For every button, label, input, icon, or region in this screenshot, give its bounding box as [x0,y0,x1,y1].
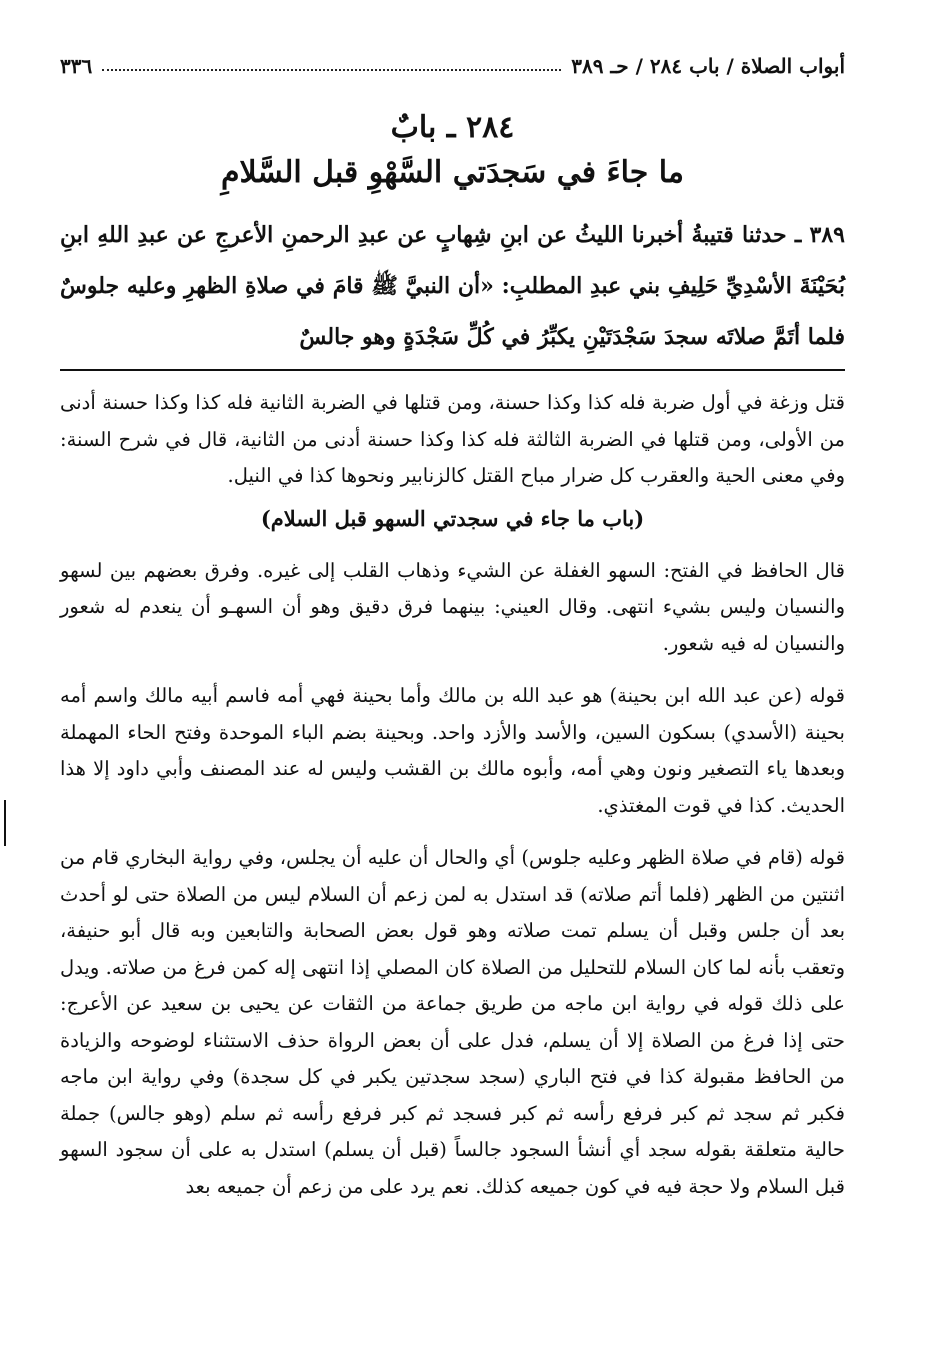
running-head [60,40,845,78]
commentary-paragraph: قوله (قام في صلاة الظهر وعليه جلوس) أي والحال أن عليه أن يجلس، وفي رواية البخاري قام من اثنتين من الظهر (فلما أتم صلاته) قد استدل به لمن زعم أن السلام ليس من الصلاة حتى لو أحدث بعد أن جلس وقبل أن يسلم تمت صلاته وهو قول بعض الصحابة والتابعين وبه قال أبو حنيفة، وتعقب بأنه لما كان السلام للتحليل من الصلاة كان المصلي إذا انتهى إله كمن فرغ من صلاته. ويدل على ذلك قوله في رواية ابن ماجه من طريق جماعة من الثقات عن يحيى بن سعيد عن الأعرج: حتى إذا فرغ من الصلاة إلا أن يسلم، فدل على أن بعض الرواة حذف الاستثناء لوضوحه والزيادة من الحافظ مقبولة كذا في فتح الباري (سجد سجدتين يكبر في كل سجدة) وفي رواية ابن ماجه فكبر ثم سجد ثم كبر فرفع رأسه ثم كبر فسجد ثم كبر فرفع رأسه ثم سلم (وهو جالس) جملة حالية متعلقة بقوله سجد أي أنشأ السجود جالساً (قبل أن يسلم) استدل به على أن سجود السهو قبل السلام ولا حجة فيه في كون جميعه كذلك. نعم يرد على من زعم أن جميعه بعد [60,846,845,1198]
commentary [60,385,845,1205]
margin-mark [4,800,6,846]
chapter-title: ما جاءَ في سَجدَتي السَّهْوِ قبل السَّلامِ [220,155,684,190]
commentary-paragraph: قوله (عن عبد الله ابن بحينة) هو عبد الله بن مالك وأما بحينة فهي أمه فاسم أبيه مالك واسم أمه بحينة (الأسدي) بسكون السين، والأسد والأزد واحد. وبحينة بضم الباء الموحدة وفتح الحاء المهملة وبعدها ياء التصغير ونون وهي أمه، وأبوه مالك بن القشب وليس له عند المصنف وأبي داود إلا هذا الحديث. كذا في قوت المغتذي. [60,684,845,817]
commentary-heading: (باب ما جاء في سجدتي السهو قبل السلام) [260,505,645,531]
page [60,40,845,1205]
dotted-leader [102,69,561,71]
page-number: ٣٣٦ [60,54,93,78]
commentary-paragraph: قال الحافظ في الفتح: السهو الغفلة عن الشيء وذهاب القلب إلى غيره. وفرق بعضهم بين لسهو والنسيان وليس بشيء انتهى. وقال العيني: بينهما فرق دقيق وهو أن السهـو أن ينعدم له شعور والنسيان له فيه شعور. [60,558,845,655]
running-title: أبواب الصلاة / باب ٢٨٤ / حـ ٣٨٩ [571,54,845,78]
hadith-text: ٣٨٩ ـ حدثنا قتيبةُ أخبرنا الليثُ عن ابنِ شِهابٍ عن عبدِ الرحمنِ الأعرجِ عن عبدِ اللهِ ابنِ بُحَيْنَةَ الأسْدِيِّ حَلِيفِ بني عبدِ المطلبِ: «أن النبيَّ ﷺ قامَ في صلاةِ الظهرِ وعليه جلوسٌ فلما أتَمَّ صلاتَه سجدَ سَجْدَتَيْنِ يكبِّرُ في كُلِّ سَجْدَةٍ وهو جالسٌ [60,222,845,350]
commentary-paragraph: قتل وزغة في أول ضربة فله كذا وكذا حسنة، ومن قتلها في الضربة الثانية فله كذا وكذا حسنة أدنى من الأولى، ومن قتلها في الضربة الثالثة فله كذا وكذا حسنة أدنى من الثانية، قال في شرح السنة: وفي معنى الحية والعقرب كل ضرار مباح القتل كالزنابير ونحوها كذا في النيل. [60,391,845,487]
chapter-number: ٢٨٤ ـ بابٌ [390,110,515,145]
separator-rule [60,369,845,371]
